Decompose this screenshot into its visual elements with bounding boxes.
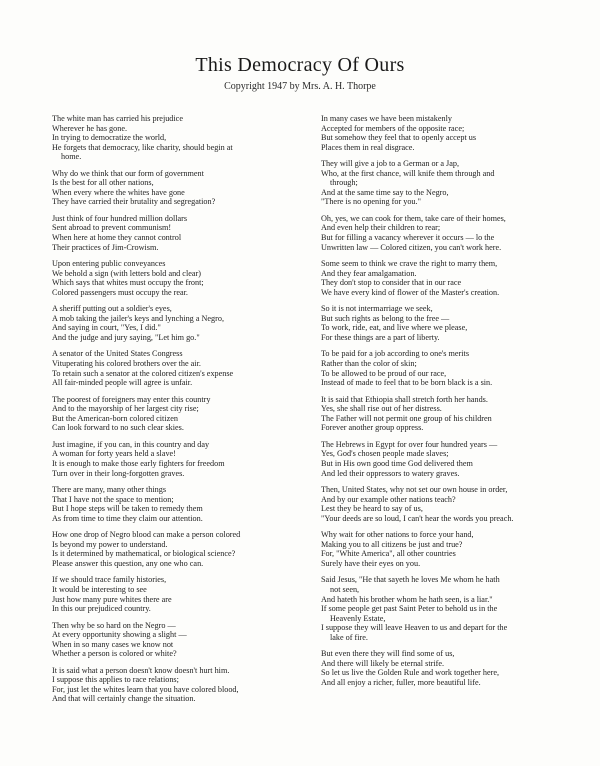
poem-line: Is beyond my power to understand. [52, 539, 168, 549]
poem-line: Why wait for other nations to force your hand, [321, 530, 474, 540]
poem-line: For, "White America", all other countries [321, 549, 456, 559]
poem-line: Rather than the color of skin; [321, 359, 417, 369]
poem-line: When here at home they cannot control [52, 233, 182, 243]
poem-line: Some seem to think we crave the right to marry them, [321, 259, 498, 269]
stanza [52, 440, 310, 478]
poem-line: In this our prejudiced country. [52, 604, 151, 614]
stanza [321, 530, 589, 568]
poem-line: When every where the whites have gone [52, 187, 185, 197]
poem-line: We have every kind of flower of the Master's creation. [321, 287, 500, 297]
poem-line: Oh, yes, we can cook for them, take care of their homes, [321, 213, 506, 223]
poem-line: Vituperating his colored brothers over the air. [52, 359, 201, 369]
poem-line: I suppose this applies to race relations; [52, 675, 179, 685]
poem-line: Sent abroad to prevent communism! [52, 223, 172, 233]
stanza [52, 485, 310, 523]
poem-line: In trying to democratize the world, [52, 133, 167, 143]
poem-line: Heavenly Estate, [330, 613, 386, 623]
poem-line: A sheriff putting out a soldier's eyes, [52, 304, 172, 314]
stanza [52, 304, 310, 342]
poem-line: It is enough to make those early fighters for freedom [52, 458, 225, 468]
poem-line: They will give a job to a German or a Jap, [321, 159, 460, 169]
poem-line: There are many, many other things [52, 485, 167, 495]
poem-line: They don't stop to consider that in our race [321, 278, 462, 288]
poem-line: Just how many pure whites there are [52, 594, 172, 604]
poem-title: This Democracy Of Ours [195, 54, 405, 76]
poem-line: And they fear amalgamation. [321, 268, 417, 278]
poem-line: So let us live the Golden Rule and work together here, [321, 668, 500, 678]
poem-line: Whether a person is colored or white? [52, 649, 177, 659]
poem-line: They have carried their brutality and segregation? [52, 197, 216, 207]
stanza [52, 395, 310, 433]
stanza [52, 530, 310, 568]
poem-line: And all enjoy a richer, fuller, more beautiful life. [321, 677, 481, 687]
poem-line: For these things are a part of liberty. [321, 332, 440, 342]
poem-line: A woman for forty years held a slave! [52, 449, 176, 459]
stanza [52, 575, 310, 613]
poem-line: As from time to time they claim our attention. [52, 513, 203, 523]
stanza [52, 169, 310, 207]
poem-line: For, just let the whites learn that you have colored blood, [52, 684, 239, 694]
poem-line: But even there they will find some of us, [321, 649, 455, 659]
poem-line: Said Jesus, "He that sayeth he loves Me whom he hath [321, 575, 500, 585]
stanza [52, 259, 310, 297]
poem-line: not seen, [330, 584, 360, 594]
copyright-line: Copyright 1947 by Mrs. A. H. Thorpe [224, 81, 376, 92]
poem-line: Who, at the first chance, will knife them through and [321, 168, 495, 178]
stanza [321, 649, 589, 687]
stanza [321, 575, 589, 642]
poem-line: And to the mayorship of her largest city rise; [52, 404, 199, 414]
stanza [321, 259, 589, 297]
poem-line: Instead of made to feel that to be born black is a sin. [321, 378, 493, 388]
stanza [52, 666, 310, 704]
poem-line: In many cases we have been mistakenly [321, 114, 452, 123]
poem-line: It is said what a person doesn't know doesn't hurt him. [52, 665, 230, 675]
left-column [52, 114, 310, 711]
poem-line: How one drop of Negro blood can make a person colored [52, 530, 241, 540]
poem-line: If we should trace family histories, [52, 575, 167, 585]
poem-line: But I hope steps will be taken to remedy them [52, 504, 203, 514]
poem-line: Just think of four hundred million dollars [52, 213, 188, 223]
poem-line: home. [61, 152, 82, 162]
stanza [52, 114, 310, 162]
poem-line: lake of fire. [330, 632, 368, 642]
poem-line: Unwritten law — Colored citizen, you can't work here. [321, 242, 502, 252]
poem-line: It would be interesting to see [52, 584, 147, 594]
poem-line: Which says that whites must occupy the front; [52, 278, 204, 288]
stanza [321, 395, 589, 433]
poem-line: The poorest of foreigners may enter this country [52, 394, 211, 404]
poem-line: Lest they be heard to say of us, [321, 504, 423, 514]
stanza [321, 349, 589, 387]
poem-line: We behold a sign (with letters bold and clear) [52, 268, 201, 278]
poem-line: Wherever he has gone. [52, 123, 128, 133]
stanza [52, 621, 310, 659]
poem-line: All fair-minded people will agree is unfair. [52, 378, 193, 388]
poem-line: Their practices of Jim-Crowism. [52, 242, 159, 252]
poem-line: Colored passengers must occupy the rear. [52, 287, 188, 297]
poem-line: And the judge and jury saying, "Let him go." [52, 332, 200, 342]
poem-line: But the American-born colored citizen [52, 413, 178, 423]
right-column [321, 114, 589, 694]
poem-line: And led their oppressors to watery graves. [321, 468, 460, 478]
poem-line: Accepted for members of the opposite race; [321, 123, 465, 133]
stanza [321, 214, 589, 252]
stanza [321, 440, 589, 478]
poem-line: He forgets that democracy, like charity, should begin at [52, 142, 233, 152]
poem-line: I suppose they will leave Heaven to us and depart for the [321, 623, 508, 633]
poem-line: Is it determined by mathematical, or biological science? [52, 549, 236, 559]
poem-line: Please answer this question, any one who can. [52, 558, 204, 568]
poem-line: But in His own good time God delivered them [321, 458, 473, 468]
poem-line: Then, United States, why not set our own house in order, [321, 485, 508, 495]
poem-line: Yes, she shall rise out of her distress. [321, 404, 442, 414]
poem-line: through; [330, 178, 358, 188]
stanza [321, 304, 589, 342]
stanza [321, 485, 589, 523]
poem-line: Can look forward to no such clear skies. [52, 423, 184, 433]
poem-line: But somehow they feel that to openly accept us [321, 133, 477, 143]
stanza [321, 114, 589, 152]
poem-line: To be allowed to be proud of our race, [321, 368, 447, 378]
poem-line: A senator of the United States Congress [52, 349, 183, 359]
poem-line: When in so many cases we know not [52, 639, 174, 649]
poem-line: "Your deeds are so loud, I can't hear the words you preach. [321, 513, 514, 523]
poem-line: The white man has carried his prejudice [52, 114, 183, 123]
poem-line: Places them in real disgrace. [321, 142, 415, 152]
poem-line: That I have not the space to mention; [52, 494, 174, 504]
poem-line: To retain such a senator at the colored citizen's expense [52, 368, 234, 378]
poem-line: At every opportunity showing a slight — [52, 630, 187, 640]
poem-line: And even help their children to rear; [321, 223, 441, 233]
poem-line: And there will likely be eternal strife. [321, 658, 444, 668]
poem-line: To be paid for a job according to one's merits [321, 349, 470, 359]
poem-line: And by our example other nations teach? [321, 494, 456, 504]
poem-line: Upon entering public conveyances [52, 259, 166, 269]
poem-line: And hateth his brother whom he hath seen, is a liar." [321, 594, 493, 604]
poem-line: Is the best for all other nations, [52, 178, 154, 188]
poem-line: A mob taking the jailer's keys and lynching a Negro, [52, 313, 225, 323]
poem-line: Forever another group oppress. [321, 423, 424, 433]
poem-line: "There is no opening for you." [321, 197, 421, 207]
poem-line: Surely have their eyes on you. [321, 558, 421, 568]
poem-line: The Hebrews in Egypt for over four hundred years — [321, 439, 498, 449]
poem-line: But such rights as belong to the free — [321, 313, 450, 323]
poem-line: Yes, God's chosen people made slaves; [321, 449, 449, 459]
poem-line: But for filling a vacancy wherever it occurs — lo the [321, 233, 495, 243]
poem-line: And that will certainly change the situation. [52, 694, 196, 704]
poem-line: Why do we think that our form of government [52, 168, 204, 178]
poem-line: Just imagine, if you can, in this country and day [52, 439, 210, 449]
stanza [52, 349, 310, 387]
poem-line: To work, ride, eat, and live where we please, [321, 323, 468, 333]
stanza [321, 159, 589, 207]
poem-line: Then why be so hard on the Negro — [52, 620, 176, 630]
stanza [52, 214, 310, 252]
poem-line: And saying in court, "Yes, I did." [52, 323, 161, 333]
poem-line: And at the same time say to the Negro, [321, 187, 449, 197]
poem-line: It is said that Ethiopia shall stretch forth her hands. [321, 394, 488, 404]
poem-line: Turn over in their long-forgotten graves. [52, 468, 185, 478]
poem-line: The Father will not permit one group of his children [321, 413, 492, 423]
poem-line: If some people get past Saint Peter to behold us in the [321, 604, 498, 614]
poem-line: So it is not intermarriage we seek, [321, 304, 433, 314]
poem-line: Making you to all citizens be just and true? [321, 539, 463, 549]
